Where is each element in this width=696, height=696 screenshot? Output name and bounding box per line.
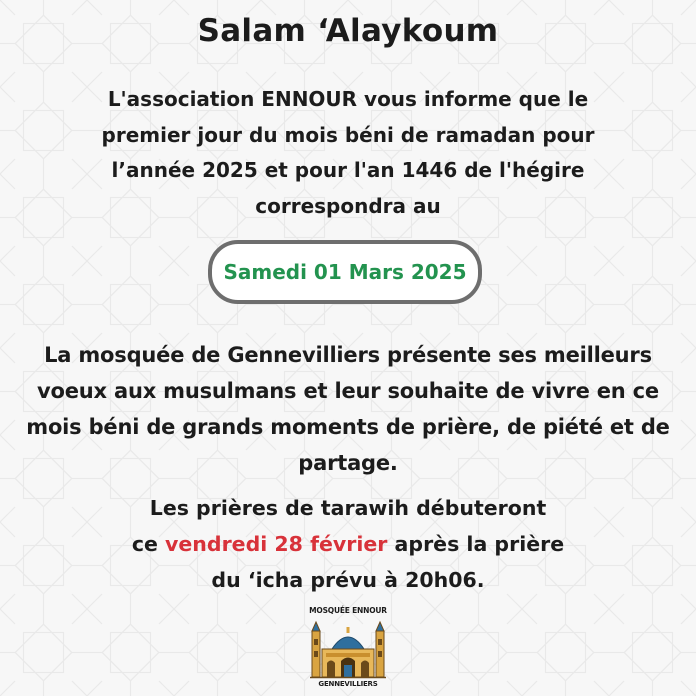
logo-top-text: MOSQUÉE ENNOUR [309, 606, 387, 615]
intro-line: l’année 2025 et pour l'an 1446 de l'hégire [111, 158, 585, 182]
date-badge [208, 240, 482, 304]
tarawih-suffix: après la prière [387, 532, 565, 556]
wishes-line: partage. [298, 451, 398, 475]
tarawih-line [60, 526, 636, 562]
intro-line: correspondra au [255, 193, 441, 218]
tarawih-line: Les prières de tarawih débuteront [149, 496, 547, 520]
wishes-paragraph [22, 337, 674, 481]
wishes-line: La mosquée de Gennevilliers présente ses meilleurs [44, 343, 652, 367]
logo-bottom-text: GENNEVILLIERS [318, 680, 378, 688]
wishes-line: voeux aux musulmans et leur souhaite de vivre en ce [37, 379, 659, 403]
intro-paragraph [60, 82, 636, 224]
greeting-title: Salam ‘Alaykoum [197, 13, 499, 49]
tarawih-line: du ‘icha prévu à 20h06. [211, 568, 485, 592]
intro-line: premier jour du mois béni de ramadan pour [101, 122, 595, 147]
wishes-line: mois béni de grands moments de prière, de piété et de [26, 415, 670, 439]
tarawih-paragraph [60, 490, 636, 598]
mosque-logo [305, 606, 391, 690]
mosque-icon [308, 617, 388, 679]
tarawih-prefix: ce [131, 532, 166, 556]
intro-line: L'association ENNOUR vous informe que le [107, 87, 589, 111]
date-badge-text: Samedi 01 Mars 2025 [223, 260, 467, 284]
tarawih-date-highlight: vendredi 28 février [165, 532, 388, 556]
